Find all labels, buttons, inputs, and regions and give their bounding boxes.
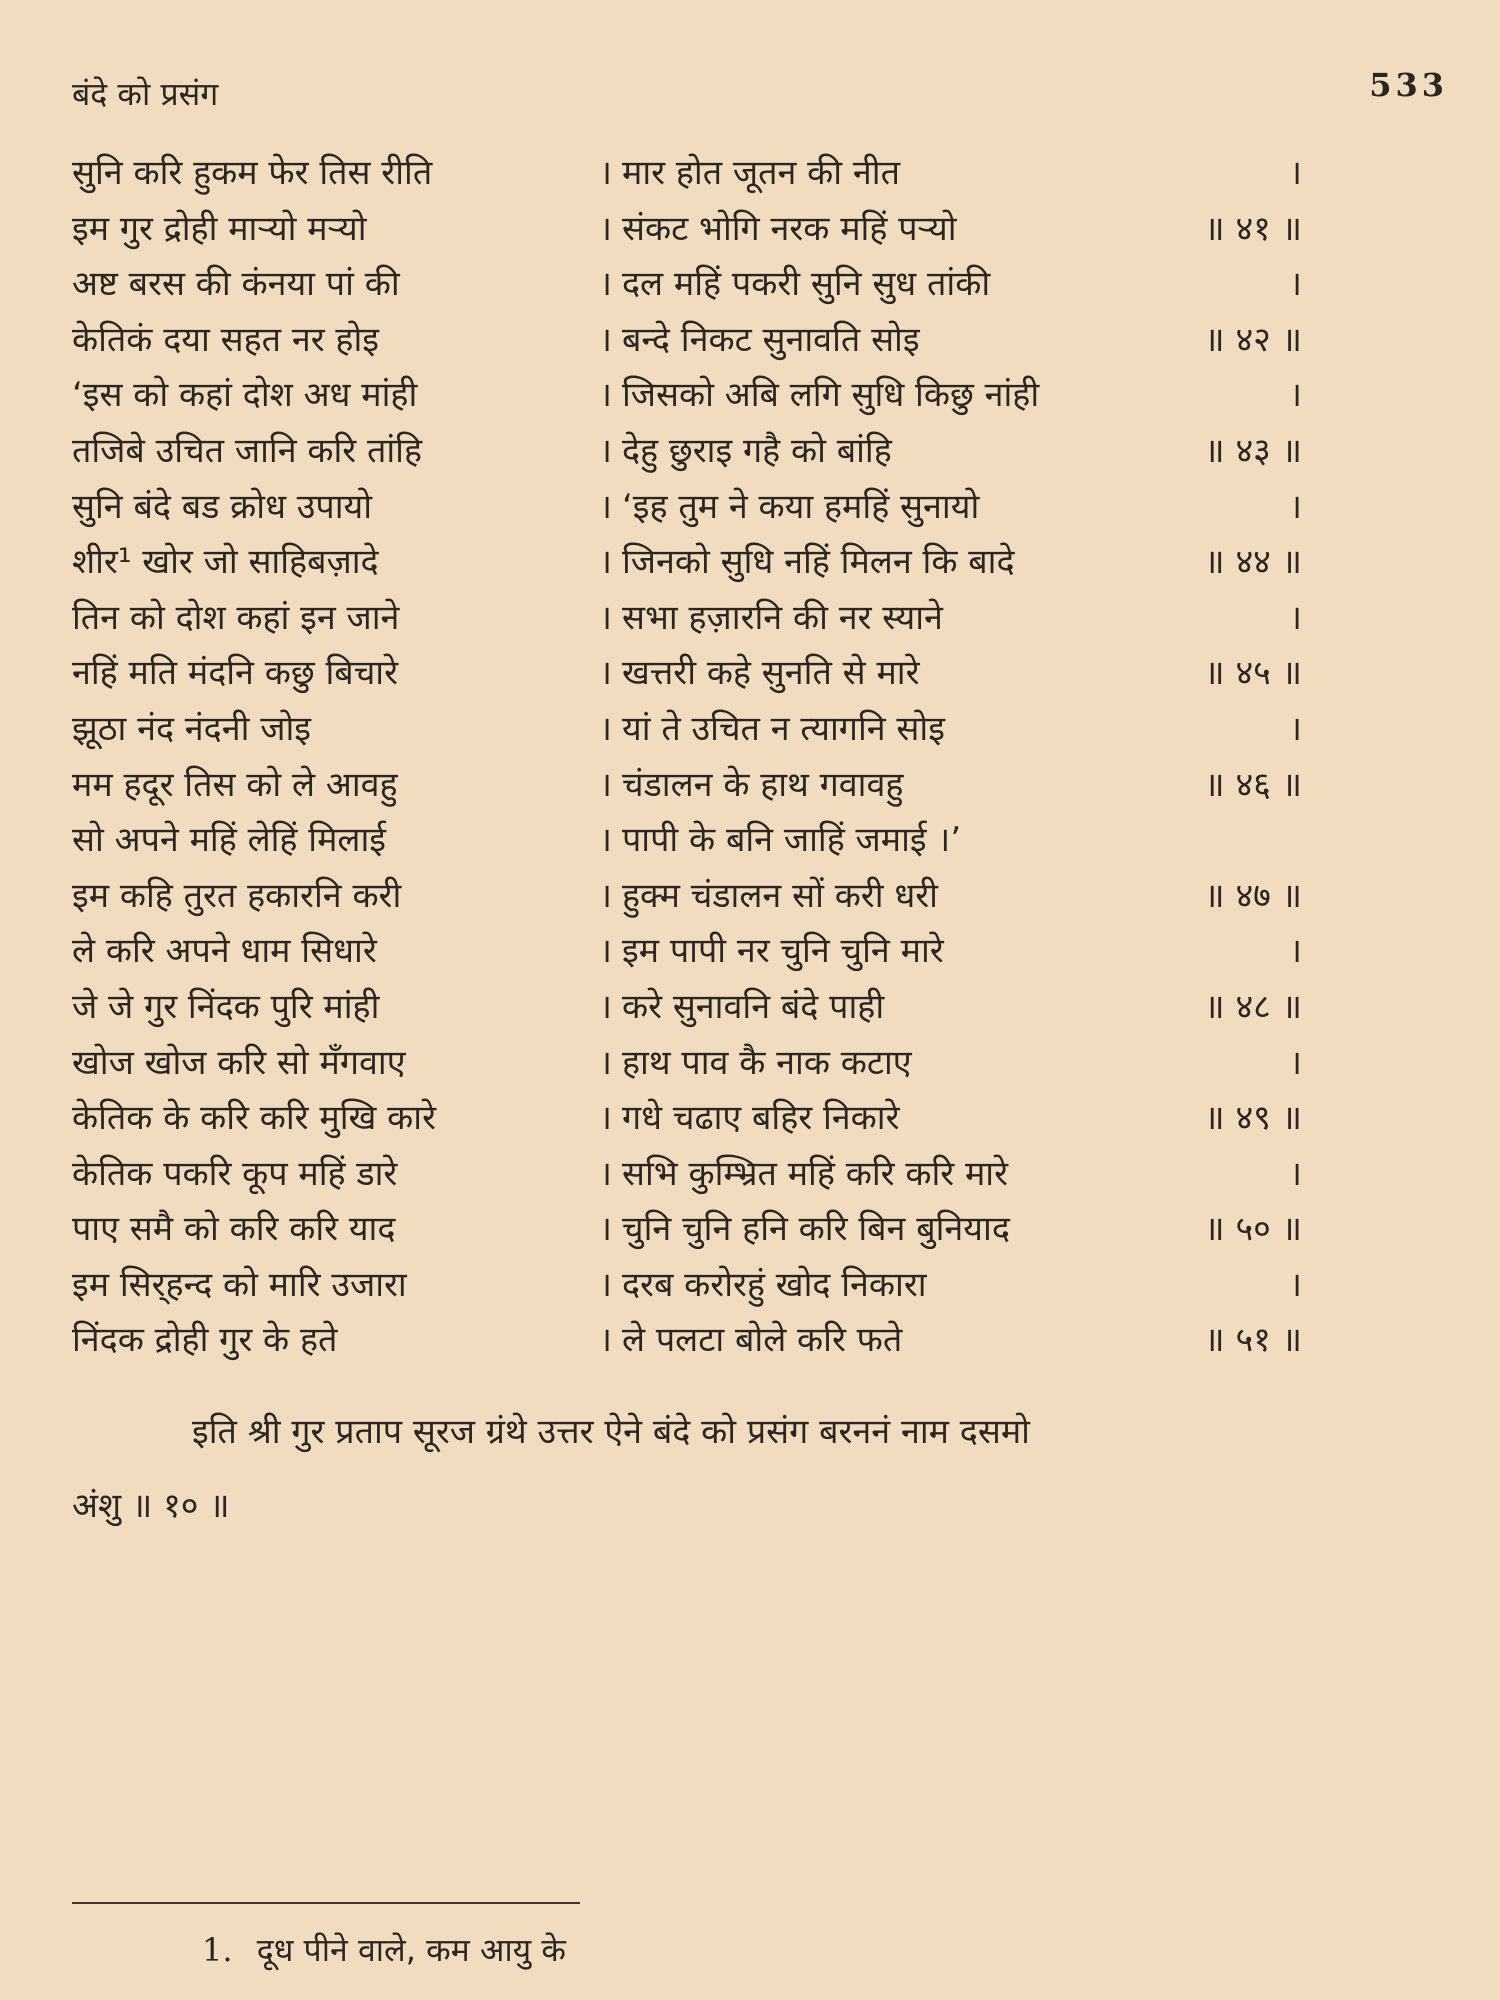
verse-first-half-text: सुनि करि हुकम फेर तिस रीति [72,153,433,193]
verse-second-half [612,982,1302,1028]
verse-line [72,370,1332,426]
verse-first-half [72,760,612,806]
verse-end: ॥ ५० ॥ [1204,1209,1302,1250]
verse-first-half-text: इम कहि तुरत हकारनि करी [72,875,402,916]
verse-end: । [1289,708,1302,749]
verse-line [72,871,1332,927]
verse-first-half-text: निंदक द्रोही गुर के हते [72,1320,338,1361]
verse-second-half [612,1038,1302,1084]
footnote-text: दूध पीने वाले, कम आयु के [256,1931,566,1969]
verse-line [72,315,1332,371]
verse-second-half-text: चंडालन के हाथ गवावहु [622,764,904,805]
verse-second-half-text: सभा हज़ारनि की नर स्याने [622,597,943,638]
verse-second-half-text: दल महिं पकरी सुनि सुध तांकी [622,264,991,305]
verse-second-half-text: यां ते उचित न त्यागनि सोइ [622,708,945,749]
verse-first-half-text: मम हदूर तिस को ले आवहु [72,764,398,805]
verse-first-half-text: खोज खोज करि सो मँगवाए [72,1042,406,1083]
verse-first-half-text: अष्ट बरस की कंनया पां की [72,264,400,305]
verse-first-half [72,1204,612,1250]
verse-first-half [72,982,612,1028]
verse-line [72,426,1332,482]
verse-line [72,482,1332,538]
verse-first-half [72,370,612,416]
danda: । [599,1320,612,1361]
verse-first-half [72,537,612,583]
danda: । [599,375,612,416]
verse-line [72,1093,1332,1149]
verse-second-half-text: जिसको अबि लगि सुधि किछु नांही [622,375,1040,416]
verse-end: ॥ ४३ ॥ [1204,430,1302,471]
verse-second-half-text: गधे चढाए बहिर निकारे [622,1098,900,1139]
verse-line [72,704,1332,760]
verse-line [72,1204,1332,1260]
verse-first-half-text: इम गुर द्रोही मार्‍यो मर्‍यो [72,208,367,249]
verse-end: । [1289,931,1302,972]
danda: । [599,1209,612,1250]
verse-second-half [612,926,1302,972]
verse-second-half [612,1260,1302,1306]
verse-first-half [72,315,612,361]
verse-second-half [612,1093,1302,1139]
verse-line [72,648,1332,704]
verse-second-half-text: इम पापी नर चुनि चुनि मारे [622,931,944,972]
verse-second-half-text: ले पलटा बोले करि फते [622,1320,903,1361]
verse-line [72,1149,1332,1205]
verse-first-half [72,482,612,528]
verse-first-half-text: ले करि अपने धाम सिधारे [72,931,377,972]
verse-end: ॥ ४६ ॥ [1204,764,1302,805]
verse-second-half [612,482,1302,528]
verse-second-half [612,259,1302,305]
verse-second-half-text: खत्तरी कहे सुनति से मारे [622,653,920,694]
danda: । [599,430,612,471]
footnote-number: 1. [202,1931,233,1969]
verse-first-half [72,1260,612,1306]
verse-line [72,593,1332,649]
verse-second-half [612,593,1302,639]
danda: । [599,486,612,527]
verse-end: । [1289,486,1302,527]
verse-second-half [612,148,1302,194]
verse-first-half [72,1038,612,1084]
verse-first-half [72,593,612,639]
verse-first-half [72,1149,612,1195]
verse-end: ॥ ४१ ॥ [1204,208,1302,249]
verse-first-half-text: इम सिर्‌हन्द को मारि उजारा [72,1264,407,1305]
danda: । [599,931,612,972]
verse-first-half-text: नहिं मति मंदनि कछु बिचारे [72,653,399,694]
verse-line [72,148,1332,204]
verse-line [72,1260,1332,1316]
verse-second-half [612,815,1302,861]
verse-first-half [72,426,612,472]
verse-second-half-text: चुनि चुनि हनि करि बिन बुनियाद [622,1209,1010,1250]
colophon [72,1395,1472,1543]
verse-line [72,760,1332,816]
verse-second-half [612,537,1302,583]
verse-first-half-text: पाए समै को करि करि याद [72,1209,396,1250]
verse-end: ॥ ४५ ॥ [1204,653,1302,694]
verse-end: ॥ ४२ ॥ [1204,319,1302,360]
colophon-line-1: इति श्री गुर प्रताप सूरज ग्रंथे उत्तर ऐने बंदे को प्रसंग बरननं नाम दसमो [192,1412,1030,1452]
verse-first-half-text: केतिक के करि करि मुखि कारे [72,1098,436,1139]
verse-end: ॥ ४७ ॥ [1204,875,1302,916]
verse-second-half-text: मार होत जूतन की नीत [622,153,900,193]
verse-second-half-text: सभि कुम्भ्रित महिं करि करि मारे [622,1153,1009,1194]
verse-second-half [612,871,1302,917]
verse-line [72,982,1332,1038]
danda: । [599,319,612,360]
verse-end: । [1289,1153,1302,1194]
danda: । [599,708,612,749]
verse-second-half [612,704,1302,750]
verse-second-half [612,1315,1302,1361]
danda: । [599,542,612,583]
verse-second-half-text: जिनको सुधि नहिं मिलन कि बादे [622,542,1015,583]
footnote-divider [72,1902,580,1904]
verse-first-half [72,815,612,861]
verse-first-half-text: तजिबे उचित जानि करि तांहि [72,430,423,471]
verse-first-half-text: केतिक पकरि कूप महिं डारे [72,1153,398,1194]
verse-second-half [612,648,1302,694]
verse-first-half [72,871,612,917]
verse-first-half-text: केतिकं दया सहत नर होइ [72,319,379,360]
danda: । [599,1264,612,1305]
verse-block [72,148,1332,1371]
verse-first-half [72,204,612,250]
verse-second-half-text: दरब करोरहुं खोद निकारा [622,1264,927,1305]
verse-line [72,1315,1332,1371]
danda: । [599,208,612,249]
verse-first-half-text: झूठा नंद नंदनी जोइ [72,708,311,749]
verse-second-half [612,760,1302,806]
verse-second-half [612,426,1302,472]
verse-first-half-text: तिन को दोश कहां इन जाने [72,597,400,638]
danda: । [599,264,612,305]
verse-first-half-text: सुनि बंदे बड क्रोध उपायो [72,486,373,527]
verse-line [72,1038,1332,1094]
verse-end: ॥ ४४ ॥ [1204,542,1302,583]
verse-end: । [1289,1042,1302,1083]
verse-end: । [1289,375,1302,416]
footnote [202,1928,566,1971]
verse-second-half [612,370,1302,416]
verse-second-half-text: बन्दे निकट सुनावति सोइ [622,319,920,360]
verse-second-half [612,204,1302,250]
danda: । [599,597,612,638]
danda: । [599,153,612,193]
verse-first-half-text: जे जे गुर निंदक पुरि मांही [72,986,380,1027]
danda: । [599,764,612,805]
verse-second-half-text: हाथ पाव कै नाक कटाए [622,1042,912,1083]
running-title: बंदे को प्रसंग [72,75,219,113]
verse-end: ॥ ४८ ॥ [1204,986,1302,1027]
verse-first-half-text: शीर¹ खोर जो साहिबज़ादे [72,542,379,583]
page-number: 533 [1369,66,1448,104]
verse-line [72,815,1332,871]
verse-end: । [1289,153,1302,193]
danda: । [599,1042,612,1083]
verse-end: ॥ ५१ ॥ [1204,1320,1302,1361]
danda: । [599,986,612,1027]
verse-first-half-text: ‘इस को कहां दोश अध मांही [72,375,418,416]
verse-first-half [72,648,612,694]
verse-line [72,204,1332,260]
danda: । [599,1153,612,1194]
verse-second-half-text: हुक्म चंडालन सों करी धरी [622,875,938,916]
verse-end: । [1289,1264,1302,1305]
verse-second-half-text: पापी के बनि जाहिं जमाई ।’ [622,820,962,861]
verse-line [72,259,1332,315]
verse-first-half [72,259,612,305]
verse-second-half [612,1149,1302,1195]
danda: । [599,875,612,916]
verse-first-half [72,704,612,750]
danda: । [599,820,612,861]
verse-first-half [72,1315,612,1361]
verse-first-half [72,148,612,194]
verse-second-half-text: करे सुनावनि बंदे पाही [622,986,885,1027]
verse-end: ॥ ४९ ॥ [1204,1098,1302,1139]
verse-second-half-text: ‘इह तुम ने कया हमहिं सुनायो [622,486,980,527]
danda: । [599,653,612,694]
verse-first-half-text: सो अपने महिं लेहिं मिलाई [72,820,386,861]
verse-first-half [72,1093,612,1139]
verse-line [72,537,1332,593]
verse-second-half [612,315,1302,361]
verse-end: । [1289,264,1302,305]
verse-first-half [72,926,612,972]
colophon-line-2: अंशु ॥ १० ॥ [72,1486,230,1526]
verse-end: । [1289,597,1302,638]
verse-line [72,926,1332,982]
verse-second-half-text: संकट भोगि नरक महिं पर्‍यो [622,208,957,249]
verse-second-half-text: देहु छुराइ गहै को बांहि [622,430,892,471]
danda: । [599,1098,612,1139]
verse-second-half [612,1204,1302,1250]
